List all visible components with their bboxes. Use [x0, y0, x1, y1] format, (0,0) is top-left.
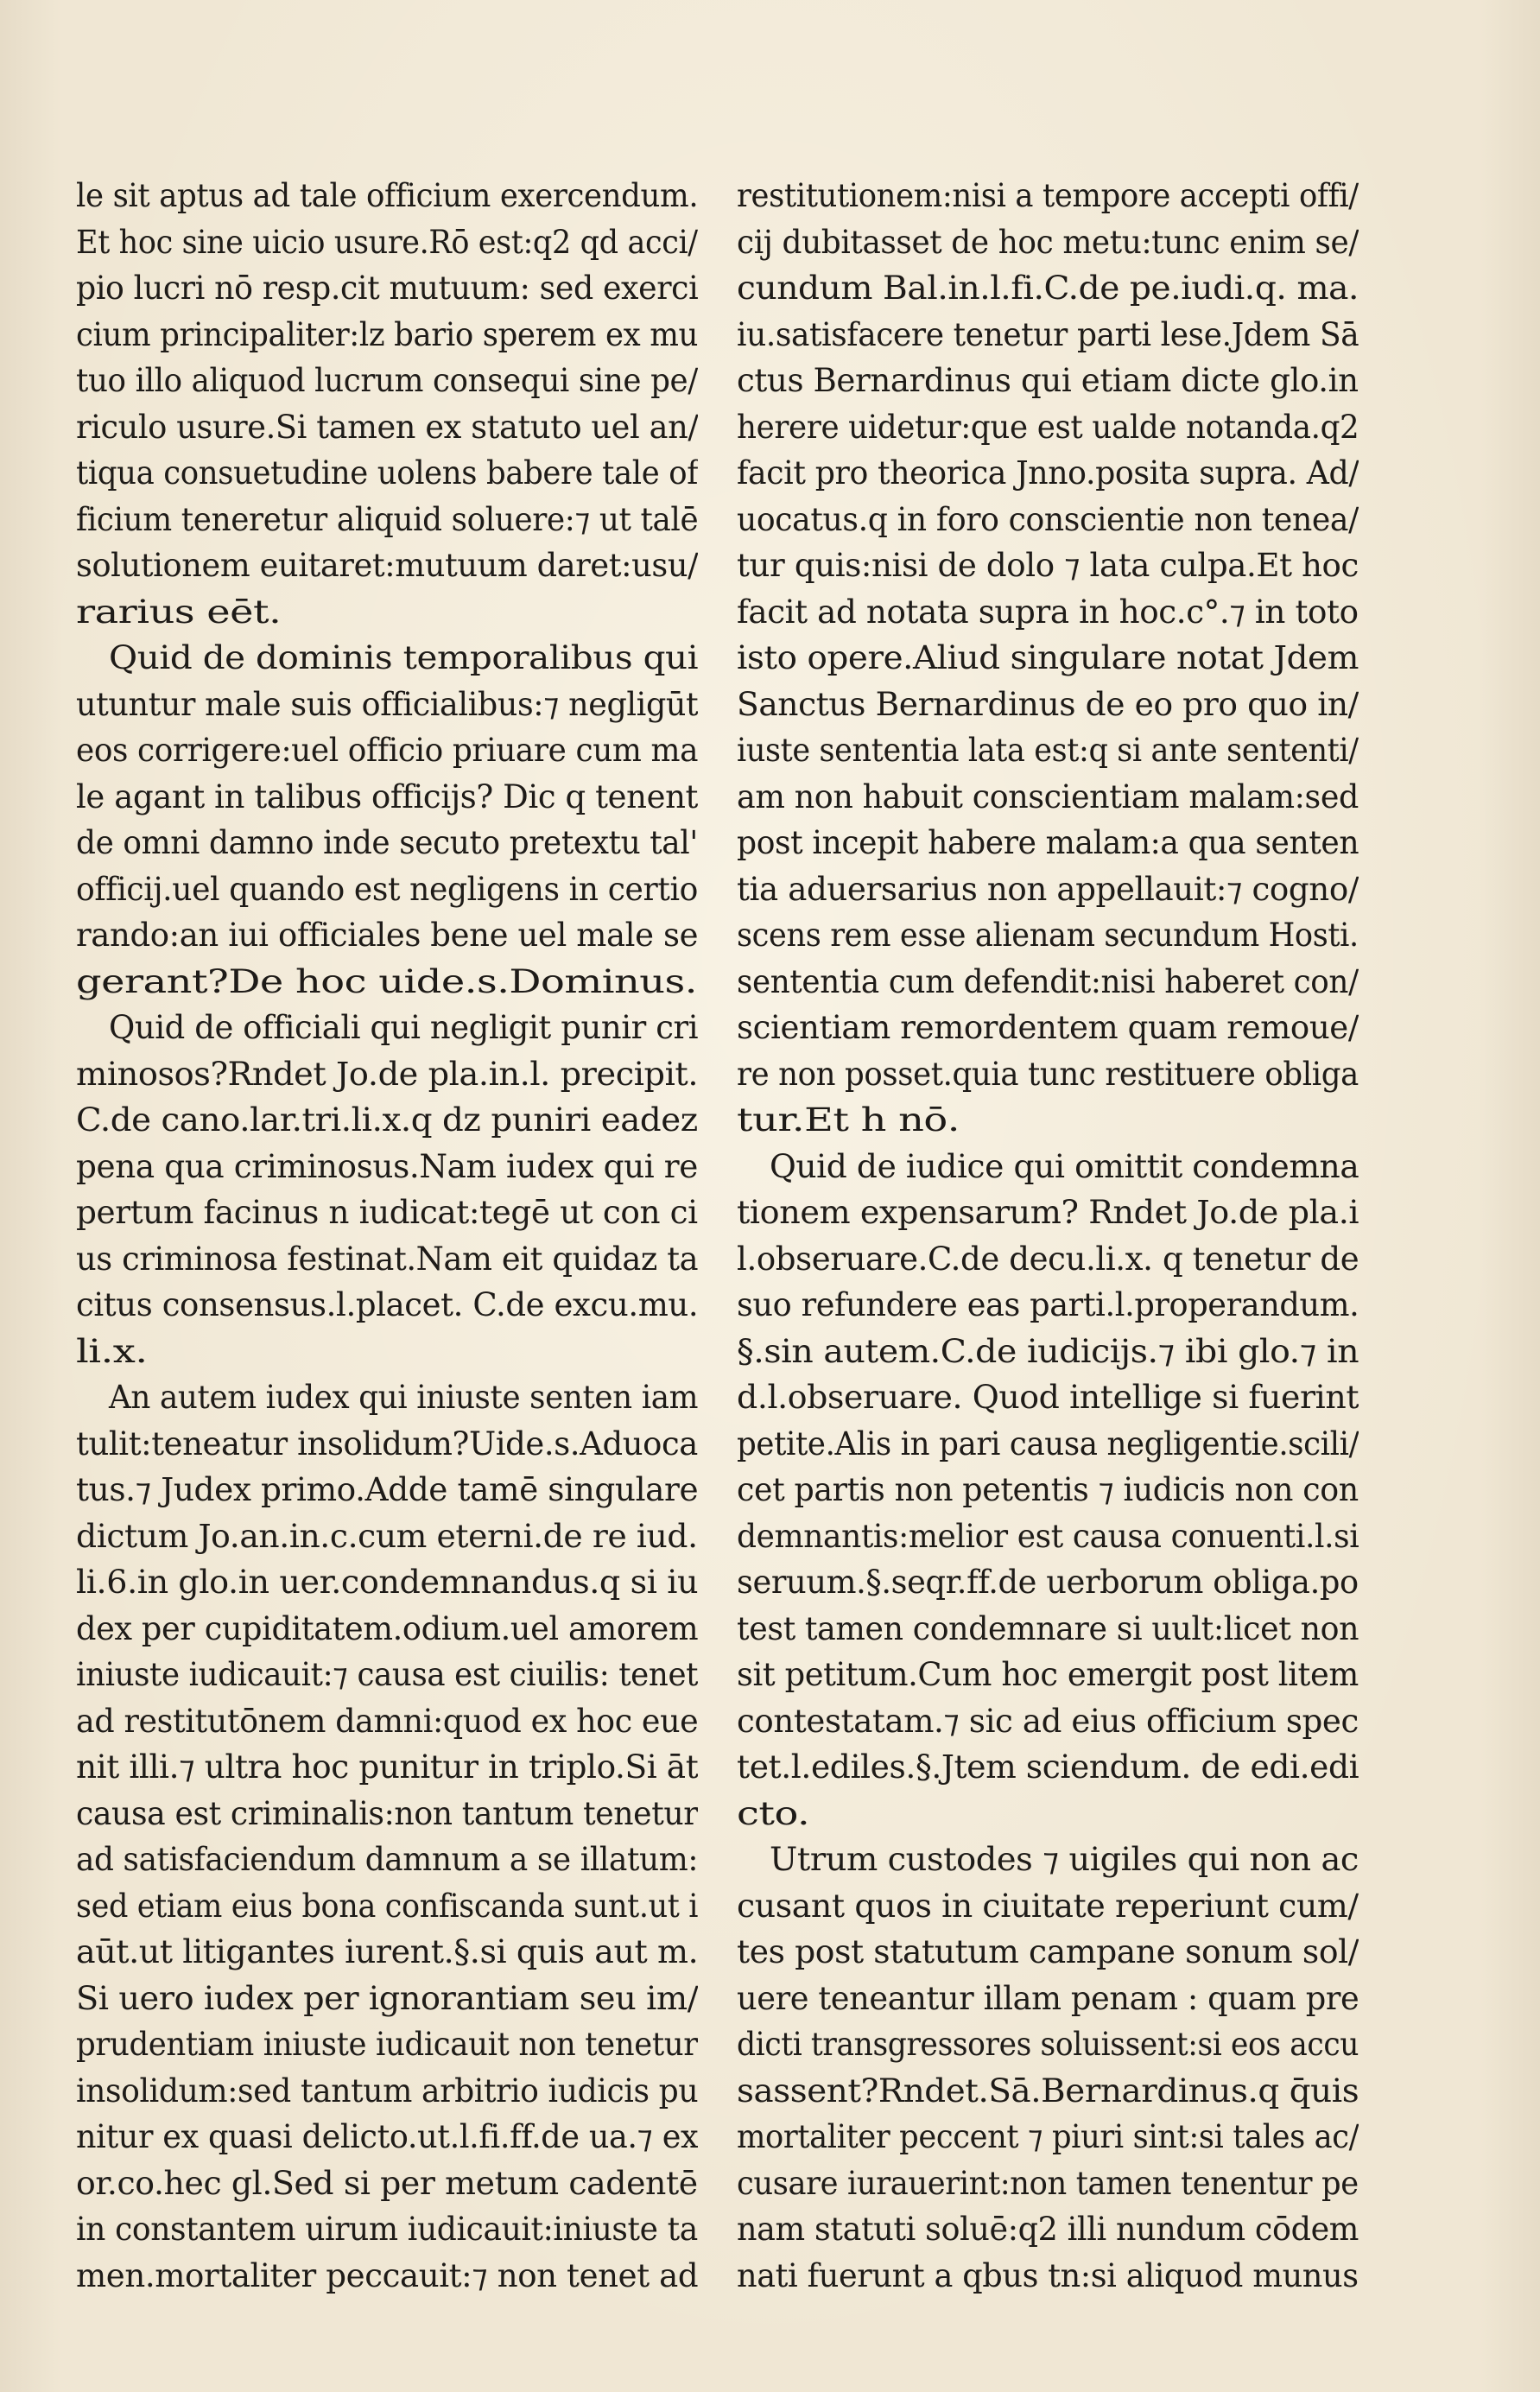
text-line: mortaliter peccent ⁊ piuri sint:si tales ac/ [737, 2118, 1359, 2155]
text-line: tuo illo aliquod lucrum consequi sine pe/ [76, 362, 698, 399]
text-line: Quid de iudice qui omittit condemna [770, 1147, 1359, 1185]
text-line: facit ad notata supra in hoc.c°.⁊ in toto [737, 593, 1359, 631]
text-line: scientiam remordentem quam remoue/ [737, 1009, 1359, 1046]
text-line: us criminosa festinat.Nam eit quidaz ta [76, 1240, 698, 1278]
text-line: ficium teneretur aliquid soluere:⁊ ut talē [76, 500, 698, 538]
text-line: dicti transgressores soluissent:si eos accu [737, 2026, 1359, 2063]
text-line: li.x. [76, 1332, 148, 1370]
text-line: contestatam.⁊ sic ad eius officium spec [737, 1702, 1359, 1740]
text-line: eos corrigere:uel officio priuare cum ma [76, 732, 698, 769]
text-line: minosos?Rndet Jo.de pla.in.l. precipit. [76, 1055, 698, 1093]
text-line: d.l.obseruare. Quod intellige si fuerint [737, 1379, 1359, 1416]
text-line: cusant quos in ciuitate reperiunt cum/ [737, 1887, 1359, 1925]
text-line: uocatus.q in foro conscientie non tenea/ [737, 500, 1359, 538]
text-line: cundum Bal.in.l.fi.C.de pe.iudi.q. ma. [737, 270, 1359, 307]
text-line: dictum Jo.an.in.c.cum eterni.de re iud. [76, 1517, 698, 1555]
text-line: cusare iurauerint:non tamen tenentur pe [737, 2164, 1359, 2202]
text-line: ad restitutōnem damni:quod ex hoc eue [76, 1702, 698, 1740]
text-line: insolidum:sed tantum arbitrio iudicis pu [76, 2072, 698, 2110]
text-line: iuste sententia lata est:q si ante sententi/ [737, 732, 1359, 769]
text-line: seruum.§.seqr.ff.de uerborum obliga.po [737, 1564, 1359, 1601]
text-line: facit pro theorica Jnno.posita supra. Ad/ [737, 454, 1359, 492]
text-line: tulit:teneatur insolidum?Uide.s.Aduoca [76, 1424, 698, 1462]
text-line: sententia cum defendit:nisi haberet con/ [737, 962, 1359, 1000]
text-line: sit petitum.Cum hoc emergit post litem [737, 1656, 1359, 1693]
text-line: isto opere.Aliud singulare notat Jdem [737, 639, 1359, 676]
text-line: cij dubitasset de hoc metu:tunc enim se/ [737, 223, 1359, 261]
text-line: Si uero iudex per ignorantiam seu im/ [76, 1979, 698, 2017]
text-line: pio lucri nō resp.cit mutuum: sed exerci [76, 270, 698, 307]
text-line: citus consensus.l.placet. C.de excu.mu. [76, 1286, 698, 1323]
text-line: am non habuit conscientiam malam:sed [737, 777, 1359, 815]
text-line: tet.l.ediles.§.Jtem sciendum. de edi.edi [737, 1748, 1359, 1786]
text-line: Et hoc sine uicio usure.Rō est:q2 qd acci/ [76, 223, 698, 261]
text-line: nam statuti soluē:q2 illi nundum cōdem [737, 2211, 1359, 2248]
text-line: restitutionem:nisi a tempore accepti offi/ [737, 177, 1359, 214]
text-line: iniuste iudicauit:⁊ causa est ciuilis: tenet [76, 1656, 698, 1693]
text-line: uere teneantur illam penam : quam pre [737, 1979, 1359, 2017]
text-line: sassent?Rndet.Sā.Bernardinus.q q̄uis [737, 2072, 1359, 2110]
text-line: Quid de dominis temporalibus qui [109, 639, 698, 676]
text-line: or.co.hec gl.Sed si per metum cadentē [76, 2164, 698, 2202]
text-line: gerant?De hoc uide.s.Dominus. [76, 962, 698, 1000]
text-line: nitur ex quasi delicto.ut.l.fi.ff.de ua.⁊ ex [76, 2118, 698, 2155]
text-line: l.obseruare.C.de decu.li.x. q tenetur de [737, 1240, 1359, 1278]
text-line: test tamen condemnare si uult:licet non [737, 1609, 1359, 1647]
text-line: tur.Et h nō. [737, 1101, 960, 1139]
text-line: suo refundere eas parti.l.properandum. [737, 1286, 1359, 1323]
text-line: rando:an iui officiales bene uel male se [76, 917, 698, 954]
text-line: cto. [737, 1794, 810, 1832]
text-line: de omni damno inde secuto pretextu tal' [76, 824, 698, 861]
text-line: scens rem esse alienam secundum Hosti. [737, 917, 1359, 954]
text-line: tes post statutum campane sonum sol/ [737, 1933, 1359, 1970]
text-line: An autem iudex qui iniuste senten iam [109, 1379, 698, 1416]
text-line: pertum facinus n iudicat:tegē ut con ci [76, 1194, 698, 1231]
text-line: prudentiam iniuste iudicauit non tenetur [76, 2026, 698, 2063]
text-line: tionem expensarum? Rndet Jo.de pla.i [737, 1194, 1359, 1231]
text-line: tiqua consuetudine uolens babere tale of [76, 454, 698, 492]
text-line: post incepit habere malam:a qua senten [737, 824, 1359, 861]
text-line: herere uidetur:que est ualde notanda.q2 [737, 408, 1359, 446]
text-line: in constantem uirum iudicauit:iniuste ta [76, 2211, 698, 2248]
text-line: nit illi.⁊ ultra hoc punitur in triplo.Si āt [76, 1748, 698, 1786]
text-line: le sit aptus ad tale officium exercendum. [76, 177, 698, 214]
text-line: sed etiam eius bona confiscanda sunt.ut i [76, 1887, 698, 1925]
text-line: men.mortaliter peccauit:⁊ non tenet ad [76, 2256, 698, 2294]
text-line: §.sin autem.C.de iudicijs.⁊ ibi glo.⁊ in [737, 1332, 1359, 1370]
text-line: Sanctus Bernardinus de eo pro quo in/ [737, 685, 1359, 723]
text-line: ctus Bernardinus qui etiam dicte glo.in [737, 362, 1359, 399]
text-line: Utrum custodes ⁊ uigiles qui non ac [770, 1841, 1359, 1878]
text-line: C.de cano.lar.tri.li.x.q dz puniri eadez [76, 1101, 698, 1139]
text-line: Quid de officiali qui negligit punir cri [109, 1009, 698, 1046]
text-line: cium principaliter:lz bario sperem ex mu [76, 315, 698, 353]
text-line: officij.uel quando est negligens in certio [76, 870, 698, 908]
right-text-column [737, 173, 1359, 2299]
text-line: dex per cupiditatem.odium.uel amorem [76, 1609, 698, 1647]
text-line: li.6.in glo.in uer.condemnandus.q si iu [76, 1564, 698, 1601]
text-line: riculo usure.Si tamen ex statuto uel an/ [76, 408, 698, 446]
text-line: tia aduersarius non appellauit:⁊ cogno/ [737, 870, 1359, 908]
text-line: pena qua criminosus.Nam iudex qui re [76, 1147, 698, 1185]
text-line: solutionem euitaret:mutuum daret:usu/ [76, 547, 698, 584]
text-line: nati fuerunt a qbus tn:si aliquod munus [737, 2256, 1359, 2294]
text-line: utuntur male suis officialibus:⁊ negligūt [76, 685, 698, 723]
text-line: iu.satisfacere tenetur parti lese.Jdem Sā [737, 315, 1359, 353]
text-line: tur quis:nisi de dolo ⁊ lata culpa.Et hoc [737, 547, 1359, 584]
text-line: cet partis non petentis ⁊ iudicis non con [737, 1471, 1359, 1508]
text-line: ad satisfaciendum damnum a se illatum: [76, 1841, 698, 1878]
text-line: causa est criminalis:non tantum tenetur [76, 1794, 698, 1832]
text-line: rarius eēt. [76, 593, 282, 631]
text-line: aūt.ut litigantes iurent.§.si quis aut m. [76, 1933, 698, 1970]
left-text-column [76, 173, 698, 2299]
text-line: tus.⁊ Judex primo.Adde tamē singulare [76, 1471, 698, 1508]
text-line: re non posset.quia tunc restituere obliga [737, 1055, 1359, 1093]
text-line: le agant in talibus officijs? Dic q tenent [76, 777, 698, 815]
text-line: demnantis:melior est causa conuenti.l.si [737, 1517, 1359, 1555]
text-line: petite.Alis in pari causa negligentie.scili/ [737, 1424, 1359, 1462]
